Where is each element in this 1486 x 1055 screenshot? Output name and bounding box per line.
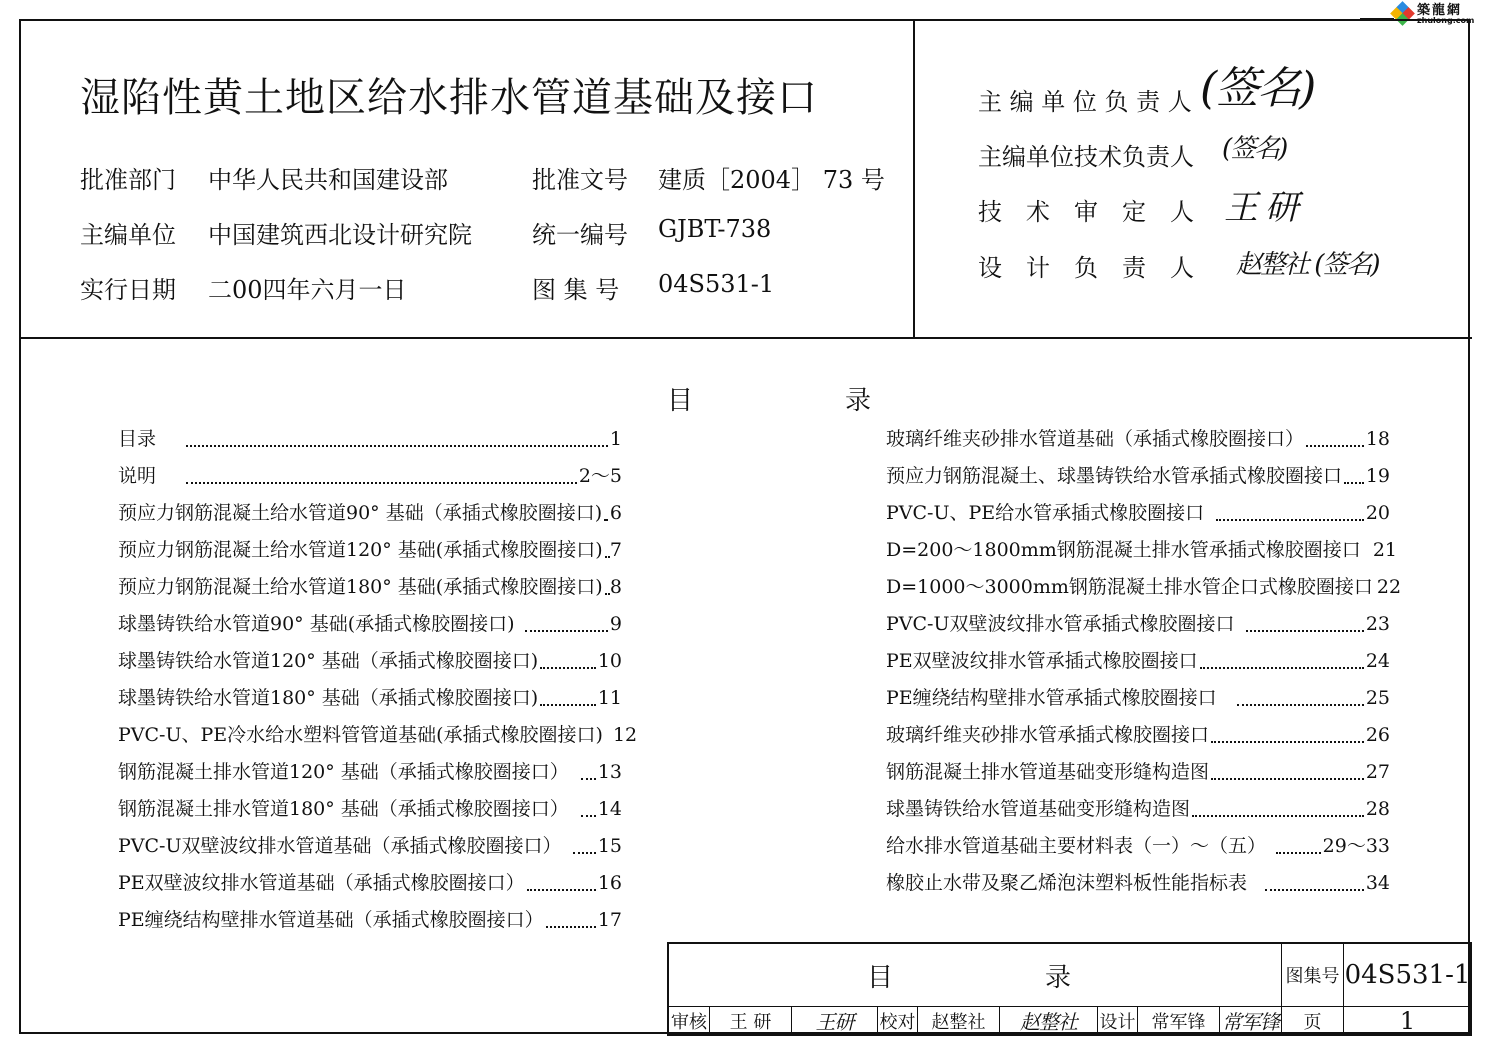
toc-item[interactable]: PVC-U、PE冷水给水塑料管管道基础(承插式橡胶圈接口) 12 (118, 724, 638, 746)
check-name-cell: 赵整社 (917, 1006, 999, 1035)
responsible-tech-lead (978, 137, 1194, 172)
title-block-row-signoff (669, 1006, 1469, 1035)
toc-item[interactable]: 钢筋混凝土排水管道180° 基础（承插式橡胶圈接口） 14 (118, 798, 622, 820)
meta-value: 中国建筑西北设计研究院 (208, 221, 472, 249)
toc-item[interactable]: 预应力钢筋混凝土、球墨铸铁给水管承插式橡胶圈接口 19 (886, 465, 1390, 487)
responsible-tech-reviewer (978, 192, 1194, 227)
meta-value: 04S531-1 (658, 270, 775, 298)
signature-tech-reviewer: 王 研 (1224, 188, 1297, 228)
signature-design-lead: 赵整社 (签名) (1236, 250, 1379, 280)
meta-row-unified-no (532, 215, 772, 250)
meta-row-atlas-no (532, 270, 775, 305)
responsible-label: 设 计 负 责 人 (978, 254, 1194, 282)
toc-item[interactable]: 玻璃纤维夹砂排水管道基础（承插式橡胶圈接口） 18 (886, 428, 1390, 450)
toc-item[interactable]: 钢筋混凝土排水管道基础变形缝构造图 27 (886, 761, 1390, 783)
toc-right-column (886, 424, 1402, 905)
toc-item[interactable]: 预应力钢筋混凝土给水管道90° 基础（承插式橡胶圈接口) 6 (118, 502, 622, 524)
responsible-label: 主编单位技术负责人 (978, 143, 1194, 171)
meta-label: 统一编号 (532, 221, 628, 249)
title-block-row-name (669, 944, 1469, 1007)
toc-item[interactable]: PE缠绕结构壁排水管承插式橡胶圈接口 25 (886, 687, 1390, 709)
toc-item[interactable]: 球墨铸铁给水管道基础变形缝构造图 28 (886, 798, 1390, 820)
review-label-cell: 审核 (671, 1011, 707, 1033)
meta-row-approval-dept (80, 160, 448, 195)
meta-label: 批准部门 (80, 166, 176, 194)
toc-item[interactable]: PE双壁波纹排水管道基础（承插式橡胶圈接口） 16 (118, 872, 622, 894)
design-signature-cell: 常军锋 (1219, 1006, 1281, 1035)
drawing-name-cell (669, 944, 1281, 1006)
document-title: 湿陷性黄土地区给水排水管道基础及接口 (80, 75, 818, 121)
meta-label: 批准文号 (532, 166, 628, 194)
meta-label: 图 集 号 (532, 276, 620, 304)
toc-item[interactable]: 球墨铸铁给水管道90° 基础(承插式橡胶圈接口) 9 (118, 613, 622, 635)
toc-item[interactable]: PE缠绕结构壁排水管道基础（承插式橡胶圈接口） 17 (118, 909, 622, 931)
header-vertical-divider (913, 19, 915, 339)
toc-item[interactable]: 预应力钢筋混凝土给水管道120° 基础(承插式橡胶圈接口) 7 (118, 539, 622, 561)
page-number-cell: 1 (1343, 1006, 1471, 1035)
meta-value: GJBT-738 (658, 215, 772, 243)
atlas-label-cell: 图集号 (1281, 944, 1343, 1006)
responsible-design-lead (978, 248, 1194, 283)
meta-row-approval-no (532, 160, 885, 195)
toc-item[interactable]: 钢筋混凝土排水管道120° 基础（承插式橡胶圈接口） 13 (118, 761, 622, 783)
drawing-name-char-2: 录 (1045, 962, 1072, 993)
toc-item[interactable]: PVC-U双壁波纹排水管承插式橡胶圈接口 23 (886, 613, 1390, 635)
responsible-chief-unit (978, 82, 1192, 117)
review-signature-cell: 王研 (791, 1006, 877, 1035)
toc-item[interactable]: 橡胶止水带及聚乙烯泡沫塑料板性能指标表 34 (886, 872, 1390, 894)
title-block (667, 942, 1472, 1036)
design-label-cell: 设计 (1097, 1006, 1137, 1035)
toc-item[interactable]: 球墨铸铁给水管道120° 基础（承插式橡胶圈接口) 10 (118, 650, 622, 672)
toc-item[interactable]: 说明 2～5 (118, 465, 622, 487)
meta-value: 建质［2004］ 73 号 (658, 166, 885, 194)
logo-name-en: zhulong.com (1417, 15, 1475, 25)
meta-label: 实行日期 (80, 276, 176, 304)
toc-item[interactable]: PVC-U双壁波纹排水管道基础（承插式橡胶圈接口） 15 (118, 835, 622, 857)
review-name-cell: 王 研 (709, 1006, 791, 1035)
toc-item[interactable]: PVC-U、PE给水管承插式橡胶圈接口 20 (886, 502, 1390, 524)
responsible-label: 技 术 审 定 人 (978, 198, 1194, 226)
meta-row-effective-date (80, 270, 407, 305)
meta-label: 主编单位 (80, 221, 176, 249)
toc-heading-char-2: 录 (845, 386, 872, 416)
header-divider (19, 337, 1472, 339)
toc-heading-char-1: 目 (667, 386, 694, 416)
toc-item[interactable]: D=1000～3000mm钢筋混凝土排水管企口式橡胶圈接口 22 (886, 576, 1402, 598)
toc-item[interactable]: 球墨铸铁给水管道180° 基础（承插式橡胶圈接口) 11 (118, 687, 622, 709)
check-label-cell: 校对 (877, 1006, 917, 1035)
signature-chief-unit: (签名) (1200, 63, 1315, 114)
meta-row-editor-unit (80, 215, 472, 250)
toc-left-column (118, 424, 638, 942)
responsible-label: 主 编 单 位 负 责 人 (978, 88, 1192, 116)
toc-item[interactable]: D=200～1800mm钢筋混凝土排水管承插式橡胶圈接口 21 (886, 539, 1397, 561)
check-signature-cell: 赵整社 (999, 1006, 1097, 1035)
page-label-cell: 页 (1281, 1006, 1343, 1035)
signature-tech-lead: (签名) (1222, 134, 1287, 164)
logo-name-cn: 築龍網 (1417, 2, 1463, 18)
meta-value: 中华人民共和国建设部 (208, 166, 448, 194)
toc-item[interactable]: 预应力钢筋混凝土给水管道180° 基础(承插式橡胶圈接口) 8 (118, 576, 622, 598)
design-name-cell: 常军锋 (1137, 1006, 1219, 1035)
atlas-number-cell: 04S531-1 (1343, 944, 1471, 1006)
meta-value: 二00四年六月一日 (208, 276, 407, 304)
toc-item[interactable]: 给水排水管道基础主要材料表（一）～（五） 29～33 (886, 835, 1390, 857)
toc-item[interactable]: PE双壁波纹排水管承插式橡胶圈接口 24 (886, 650, 1390, 672)
toc-item[interactable]: 玻璃纤维夹砂排水管承插式橡胶圈接口 26 (886, 724, 1390, 746)
drawing-name-char-1: 目 (867, 962, 894, 993)
toc-item[interactable]: 目录 1 (118, 428, 622, 450)
